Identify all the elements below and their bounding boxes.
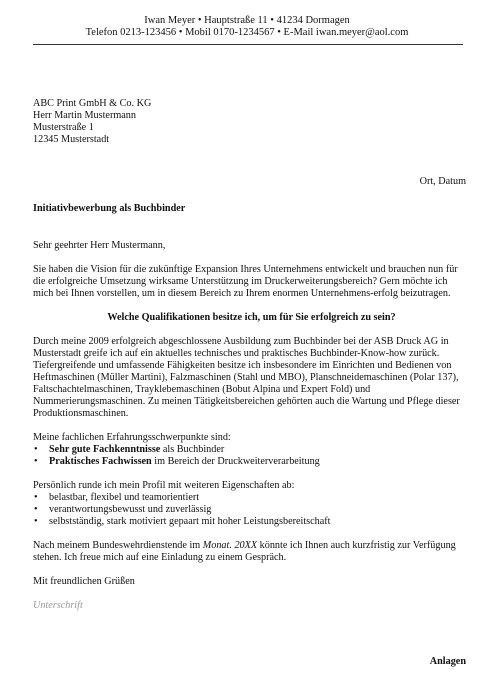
recipient-address [33,98,151,146]
subject-line: Initiativbewerbung als Buchbinder [33,203,186,214]
traits-intro: Persönlich runde ich mein Profil mit weiteren Eigenschaften ab: [33,480,295,491]
place-date: Ort, Datum [419,176,466,187]
qualification-heading: Welche Qualifikationen besitze ich, um für Sie erfolgreich zu sein? [107,312,396,323]
closing-paragraph: Nach meinem Bundeswehrdienstende im Monat. 20XX könnte ich Ihnen auch kurzfristig zur Verfügung stehen. Ich freue mich auf eine Einladung zu einem Gespräch. [33,540,456,563]
intro-paragraph: Sie haben die Vision für die zukünftige Expansion Ihres Unternehmens entwickelt und brauchen nun für die erfolgreiche Umsetzung wirksame Unterstützung im Druckerweiterungsbereich? Gern möchte ich mich bei Ihnen vorstellen, um in diesem Bereich zu Ihrem enormen Unternehmens-erfolg beizutragen. [33,264,458,299]
letterhead-line-2: Telefon 0213-123456 • Mobil 0170-1234567 • E-Mail iwan.meyer@aol.com [85,27,409,38]
list-item: • Praktisches Fachwissen im Bereich der Druckweiterverarbeitung [33,456,470,468]
attachments-label: Anlagen [429,656,466,667]
signature-placeholder: Unterschrift [33,600,83,611]
letter-body [33,240,470,612]
salutation: Sehr geehrter Herr Mustermann, [33,240,166,251]
list-item: • Sehr gute Fachkenntnisse als Buchbinder [33,444,470,456]
focus-list [33,444,470,468]
list-item: • verantwortungsbewusst und zuverlässig [33,504,470,516]
traits-list [33,492,470,528]
letterhead [0,15,494,39]
letterhead-line-1: Iwan Meyer • Hauptstraße 11 • 41234 Dormagen [144,15,350,26]
list-item: • selbstständig, stark motiviert gepaart mit hoher Leistungsbereitschaft [33,516,470,528]
recipient-street: Musterstraße 1 [33,122,94,133]
recipient-company: ABC Print GmbH & Co. KG [33,98,152,109]
greeting: Mit freundlichen Grüßen [33,576,135,587]
recipient-city: 12345 Musterstadt [33,134,110,145]
list-item: • belastbar, flexibel und teamorientiert [33,492,470,504]
recipient-name: Herr Martin Mustermann [33,110,136,121]
focus-intro: Meine fachlichen Erfahrungsschwerpunkte sind: [33,432,231,443]
qualification-paragraph: Durch meine 2009 erfolgreich abgeschlossene Ausbildung zum Buchbinder bei der ASB Druck AG in Musterstadt greife ich auf ein aktuelles technisches und praktisches Buchbinder-Know-how zurück. Tiefergreifende und umfassende Fähigkeiten besitze ich insbesondere im Einrichten und Bedienen von Heftmaschinen (Müller Martini), Falzmaschinen (Stahl und MBO), Planschneidemaschinen (Polar 137), Faltschachtelmaschinen, Trayklebemaschinen (Bobut Alpina und Expert Fold) und Nummerierungsmaschinen. Zu meinen Tätigkeitsbereichen gehörten auch die Wartung und Pflege dieser Produktionsmaschinen. [33,336,460,419]
header-divider [33,44,463,45]
